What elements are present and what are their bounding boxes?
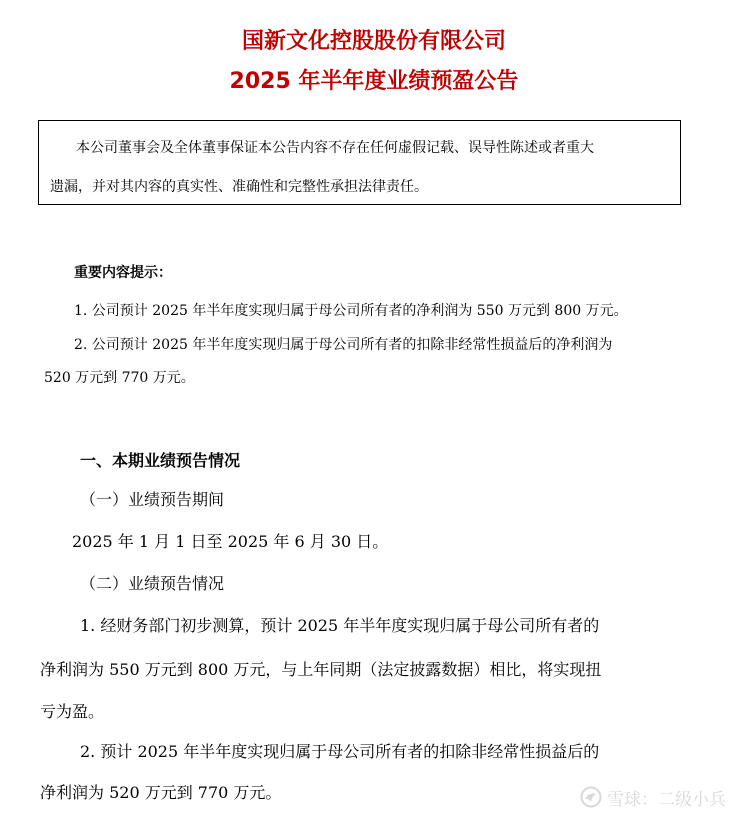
watermark-text: 雪球：二级小兵: [607, 789, 726, 810]
disclaimer-line-2: 遗漏，并对其内容的真实性、准确性和完整性承担法律责任。: [50, 179, 428, 195]
watermark: [580, 786, 726, 808]
disclaimer-line-1: 本公司董事会及全体董事保证本公告内容不存在任何虚假记载、误导性陈述或者重大: [76, 140, 594, 156]
subsection-period-heading: （一）业绩预告期间: [80, 490, 225, 509]
summary-item-2-line-1: 2. 公司预计 2025 年半年度实现归属于母公司所有者的扣除非经常性损益后的净利润为: [74, 337, 613, 353]
company-name: 国新文化控股股份有限公司: [241, 29, 506, 54]
forecast-paragraph-1-line-1: 1. 经财务部门初步测算，预计 2025 年半年度实现归属于母公司所有者的: [80, 616, 600, 635]
forecast-paragraph-2-line-2: 净利润为 520 万元到 770 万元。: [40, 783, 282, 802]
announcement-title: 2025 年半年度业绩预盈公告: [229, 69, 519, 94]
summary-heading: 重要内容提示：: [74, 265, 172, 281]
forecast-paragraph-2-line-1: 2. 预计 2025 年半年度实现归属于母公司所有者的扣除非经常性损益后的: [80, 742, 600, 761]
section-heading: 一、本期业绩预告情况: [80, 451, 241, 470]
period-text: 2025 年 1 月 1 日至 2025 年 6 月 30 日。: [72, 532, 389, 551]
summary-item-2-line-2: 520 万元到 770 万元。: [44, 370, 195, 386]
summary-item-1: 1. 公司预计 2025 年半年度实现归属于母公司所有者的净利润为 550 万元到 800 万元。: [74, 303, 628, 319]
snowball-logo-icon: [580, 786, 602, 808]
forecast-paragraph-1-line-2: 净利润为 550 万元到 800 万元，与上年同期（法定披露数据）相比，将实现扭: [40, 660, 602, 679]
subsection-forecast-heading: （二）业绩预告情况: [80, 574, 225, 593]
forecast-paragraph-1-line-3: 亏为盈。: [40, 702, 105, 721]
